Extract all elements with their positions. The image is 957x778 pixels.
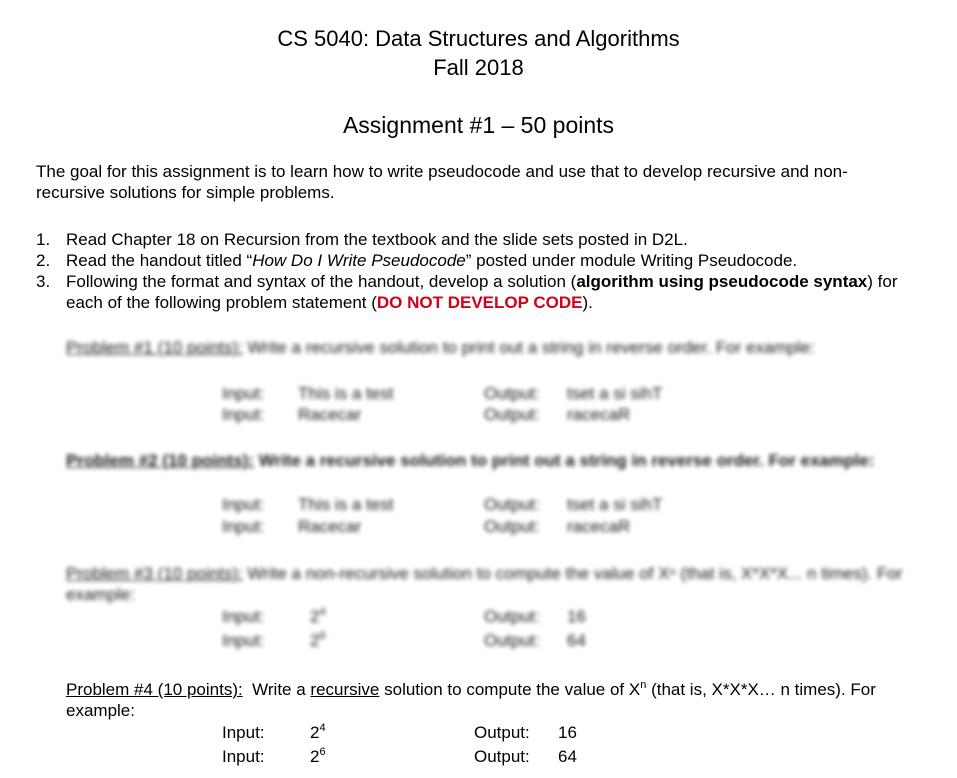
output-value: tset a si sihT xyxy=(567,495,663,514)
step-text: Read the handout titled “ xyxy=(66,251,253,270)
step-text: Following the format and syntax of the handout, develop a solution ( xyxy=(66,272,577,291)
problem-text: solution to compute the value of X xyxy=(379,680,641,699)
output-value: tset a si sihT xyxy=(567,384,663,403)
input-value: $2^4$ xyxy=(310,606,326,626)
output-value: racecaR xyxy=(567,517,631,536)
handout-title: How Do I Write Pseudocode xyxy=(252,251,466,270)
output-label: Output: xyxy=(484,607,540,626)
problem-text: Write a non-recursive solution to compute the value of Xⁿ (that is, X*X*X... n times). For example: xyxy=(66,564,903,604)
input-value: Racecar xyxy=(298,517,362,536)
step-text: ” posted under module Writing Pseudocode. xyxy=(465,251,798,270)
list-item xyxy=(36,250,926,271)
problem-statement xyxy=(66,337,906,358)
output-value: 64 xyxy=(567,631,586,650)
problem-text: (that is, X*X*X… n times). For example: xyxy=(66,680,876,720)
list-item xyxy=(36,229,926,250)
emphasis-bold: algorithm using pseudocode syntax xyxy=(576,272,868,291)
input-label: Input: xyxy=(222,747,265,766)
input-value: Racecar xyxy=(298,405,362,424)
problem-statement xyxy=(66,679,906,721)
problem-heading: Problem #2 (10 points): xyxy=(66,451,254,470)
output-label: Output: xyxy=(474,747,530,766)
list-item xyxy=(36,271,926,313)
problem-text: recursive xyxy=(310,680,380,699)
output-value: 64 xyxy=(558,747,577,766)
input-label: Input: xyxy=(222,495,265,514)
input-label: Input: xyxy=(222,607,265,626)
list-number: 3. xyxy=(36,272,51,291)
output-label: Output: xyxy=(484,495,540,514)
output-value: racecaR xyxy=(567,405,631,424)
output-label: Output: xyxy=(484,631,540,650)
course-title: CS 5040: Data Structures and Algorithms xyxy=(277,26,680,51)
problem-statement xyxy=(66,563,906,605)
problem-text: Write a recursive solution to print out a string in reverse order. For example: xyxy=(247,338,815,357)
input-value: $2^4$ xyxy=(310,722,326,742)
problem-heading: Problem #1 (10 points): xyxy=(66,338,243,357)
output-label: Output: xyxy=(484,384,540,403)
problem-text: Write a recursive solution to print out a string in reverse order. For example: xyxy=(258,451,875,470)
input-value: This is a test xyxy=(298,495,394,514)
list-number: 1. xyxy=(36,230,51,249)
problem-heading: Problem #4 (10 points): xyxy=(66,680,243,699)
problem-text: Write a xyxy=(252,680,311,699)
emphasis-red: DO NOT DEVELOP CODE xyxy=(376,293,583,312)
output-label: Output: xyxy=(474,723,530,742)
problem-heading: Problem #3 (10 points): xyxy=(66,564,243,583)
output-label: Output: xyxy=(484,405,540,424)
input-value: $2^6$ xyxy=(310,630,326,650)
step-text: ). xyxy=(582,293,593,312)
input-label: Input: xyxy=(222,631,265,650)
instruction-list xyxy=(36,229,926,313)
input-label: Input: xyxy=(222,723,265,742)
input-label: Input: xyxy=(222,517,265,536)
problem-statement xyxy=(66,450,906,471)
output-value: 16 xyxy=(567,607,586,626)
output-label: Output: xyxy=(484,517,540,536)
input-label: Input: xyxy=(222,405,265,424)
input-value: This is a test xyxy=(298,384,394,403)
exponent: n xyxy=(640,679,647,691)
output-value: 16 xyxy=(558,723,577,742)
term-label: Fall 2018 xyxy=(433,55,524,80)
input-value: $2^6$ xyxy=(310,746,326,766)
step-text: Read Chapter 18 on Recursion from the textbook and the slide sets posted in D2L. xyxy=(66,230,688,249)
intro-paragraph: The goal for this assignment is to learn how to write pseudocode and use that to develop recursive and non-recursive solutions for simple problems. xyxy=(36,162,848,202)
assignment-title: Assignment #1 – 50 points xyxy=(342,112,615,138)
step-text: ) for each of the following problem statement ( xyxy=(66,272,898,312)
input-label: Input: xyxy=(222,384,265,403)
list-number: 2. xyxy=(36,251,51,270)
